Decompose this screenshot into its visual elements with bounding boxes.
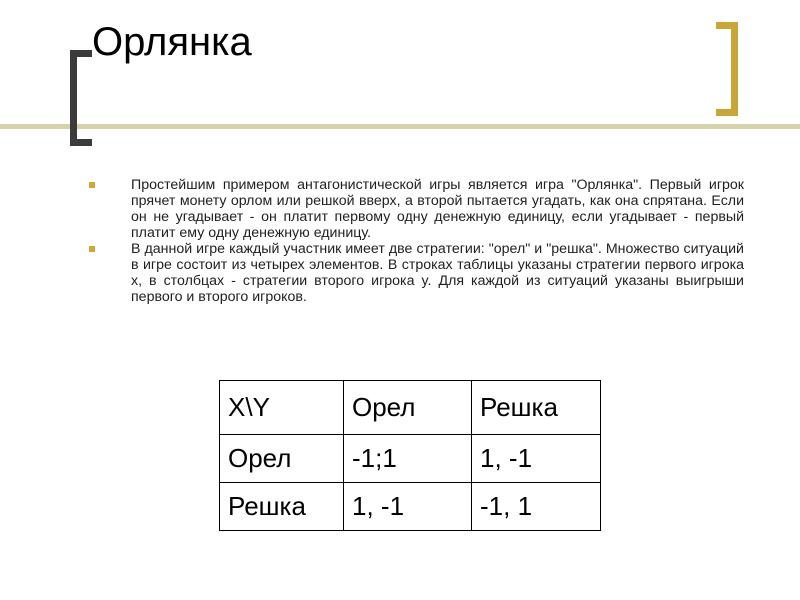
table-header-cell: Решка xyxy=(472,381,601,435)
bullet-text: Простейшим примером антагонистической игры является игра "Орлянка". Первый игрок прячет монету орлом или решкой вверх, а второй пытается угадать, как она спрятана. Если он не угадывает - он платит первому одну денежную единицу, если угадывает - первый платит ему одну денежную единицу. xyxy=(131,177,744,241)
table-cell: 1, -1 xyxy=(344,483,472,531)
square-bullet-icon xyxy=(89,246,95,252)
bullet-item xyxy=(88,241,744,305)
table-cell: -1;1 xyxy=(344,435,472,483)
table-row xyxy=(220,435,601,483)
bullet-list xyxy=(88,177,744,305)
bullet-item xyxy=(88,177,744,241)
title-underline-rule xyxy=(0,124,800,129)
slide-title: Орлянка xyxy=(92,20,252,64)
table-row xyxy=(220,483,601,531)
table-row-label: Орел xyxy=(220,435,344,483)
payoff-table xyxy=(219,380,601,531)
table-header-row xyxy=(220,381,601,435)
table-cell: 1, -1 xyxy=(472,435,601,483)
table-header-cell: Орел xyxy=(344,381,472,435)
table-header-cell: X\Y xyxy=(220,381,344,435)
table-cell: -1, 1 xyxy=(472,483,601,531)
payoff-table-container xyxy=(219,380,601,531)
table-row-label: Решка xyxy=(220,483,344,531)
square-bullet-icon xyxy=(89,182,95,188)
bullet-text: В данной игре каждый участник имеет две стратегии: "орел" и "решка". Множество ситуаций в игре состоит из четырех элементов. В строках таблицы указаны стратегии первого игрока x, в столбцах - стратегии второго игрока y. Для каждой из ситуаций указаны выигрыши первого и второго игроков. xyxy=(131,241,744,305)
left-bracket-decoration xyxy=(70,50,92,146)
right-bracket-decoration xyxy=(716,22,738,116)
